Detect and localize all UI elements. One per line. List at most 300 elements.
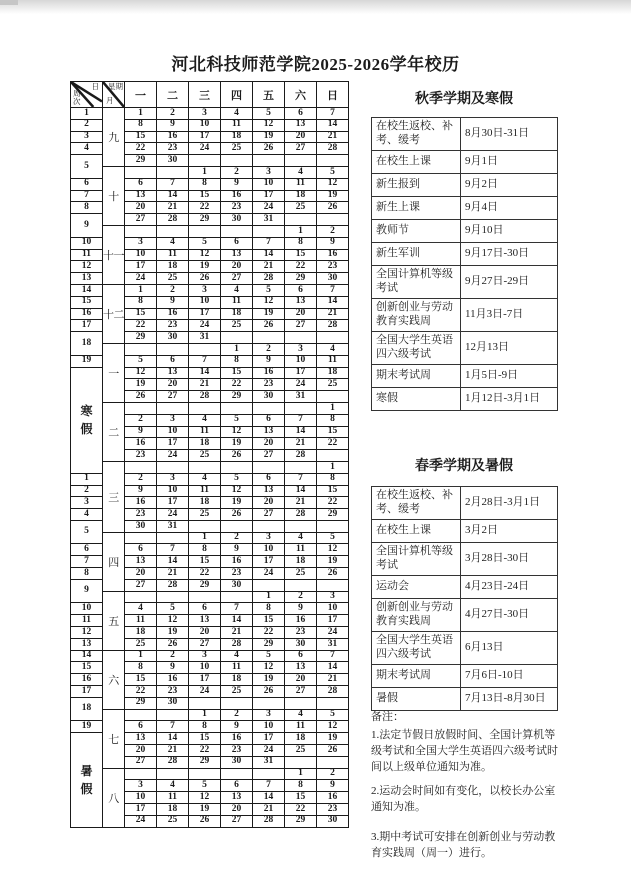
calendar-empty-cell <box>285 332 317 344</box>
calendar-day-cell: 26 <box>253 686 285 698</box>
calendar-day-cell: 1 <box>285 768 317 780</box>
calendar-day-cell: 14 <box>253 792 285 804</box>
calendar-day-cell: 23 <box>253 379 285 391</box>
week-number-cell: 3 <box>71 131 103 143</box>
calendar-day-cell: 19 <box>317 556 349 568</box>
note-item: 3.期中考试可安排在创新创业与劳动教育实践周（周一）进行。 <box>371 830 556 859</box>
calendar-empty-cell <box>221 520 253 532</box>
calendar-day-cell: 26 <box>189 815 221 827</box>
corner-month-label: 月 <box>106 96 114 106</box>
calendar-day-cell: 25 <box>285 745 317 757</box>
event-date: 4月27日-30日 <box>461 598 558 631</box>
calendar-day-cell: 23 <box>317 804 349 816</box>
calendar-empty-cell <box>317 332 349 344</box>
holiday-label-cell: 寒假 <box>71 367 103 473</box>
week-number-cell: 5 <box>71 520 103 544</box>
calendar-day-cell: 12 <box>317 721 349 733</box>
schedule-row <box>372 487 558 520</box>
calendar-day-cell: 3 <box>253 532 285 544</box>
calendar-day-cell: 6 <box>189 603 221 615</box>
calendar-day-cell: 30 <box>317 273 349 285</box>
calendar-day-cell: 29 <box>189 756 221 768</box>
calendar-day-cell: 4 <box>221 650 253 662</box>
calendar-empty-cell <box>285 402 317 414</box>
calendar-day-cell: 2 <box>285 591 317 603</box>
calendar-empty-cell <box>221 225 253 237</box>
calendar-day-cell: 16 <box>317 792 349 804</box>
calendar-empty-cell <box>253 768 285 780</box>
schedule-row <box>372 364 558 387</box>
calendar-day-cell: 7 <box>253 780 285 792</box>
week-number-cell: 8 <box>71 202 103 214</box>
event-label: 期末考试周 <box>372 364 461 387</box>
calendar-day-cell: 8 <box>221 355 253 367</box>
calendar-day-cell: 19 <box>317 190 349 202</box>
event-date: 9月17日-30日 <box>461 242 558 265</box>
week-number-cell: 11 <box>71 249 103 261</box>
calendar-day-cell: 24 <box>253 202 285 214</box>
week-number-cell: 17 <box>71 686 103 698</box>
calendar-day-cell: 6 <box>125 544 157 556</box>
calendar-day-cell: 27 <box>285 686 317 698</box>
calendar-empty-cell <box>317 697 349 709</box>
calendar-empty-cell <box>221 697 253 709</box>
calendar-day-cell: 19 <box>157 627 189 639</box>
calendar-day-cell: 11 <box>221 296 253 308</box>
holiday-label-cell: 暑假 <box>71 733 103 827</box>
calendar-week-row <box>71 532 349 544</box>
calendar-day-cell: 19 <box>221 438 253 450</box>
calendar-week-row <box>71 225 349 237</box>
schedule-row <box>372 387 558 410</box>
calendar-day-cell: 12 <box>221 485 253 497</box>
calendar-day-cell: 14 <box>317 662 349 674</box>
autumn-section-title: 秋季学期及寒假 <box>415 92 513 107</box>
calendar-day-cell: 14 <box>253 249 285 261</box>
calendar-empty-cell <box>317 520 349 532</box>
calendar-day-cell: 30 <box>285 638 317 650</box>
calendar-day-cell: 15 <box>189 733 221 745</box>
calendar-day-cell: 9 <box>125 426 157 438</box>
calendar-day-cell: 7 <box>189 355 221 367</box>
calendar-day-cell: 8 <box>125 296 157 308</box>
event-label: 在校生上课 <box>372 519 461 542</box>
calendar-day-cell: 21 <box>253 261 285 273</box>
calendar-empty-cell <box>317 214 349 226</box>
calendar-empty-cell <box>221 591 253 603</box>
event-label: 寒假 <box>372 387 461 410</box>
calendar-day-cell: 29 <box>221 391 253 403</box>
calendar-day-cell: 16 <box>317 249 349 261</box>
calendar-empty-cell <box>317 579 349 591</box>
calendar-day-cell: 25 <box>221 320 253 332</box>
calendar-day-cell: 10 <box>189 662 221 674</box>
calendar-day-cell: 17 <box>125 261 157 273</box>
corner-weekday-label: 星期 <box>108 82 123 91</box>
calendar-day-cell: 8 <box>317 414 349 426</box>
calendar-day-cell: 25 <box>189 450 221 462</box>
calendar-empty-cell <box>189 155 221 167</box>
calendar-day-cell: 24 <box>189 686 221 698</box>
calendar-day-cell: 6 <box>221 237 253 249</box>
calendar-day-cell: 9 <box>317 780 349 792</box>
week-number-cell: 6 <box>71 178 103 190</box>
calendar-day-cell: 11 <box>317 355 349 367</box>
calendar-day-cell: 4 <box>221 284 253 296</box>
calendar-day-cell: 17 <box>125 804 157 816</box>
month-cell: 五 <box>103 591 125 650</box>
calendar-day-cell: 15 <box>317 426 349 438</box>
calendar-day-cell: 16 <box>157 308 189 320</box>
calendar-empty-cell <box>157 402 189 414</box>
calendar-day-cell: 22 <box>317 497 349 509</box>
calendar-day-cell: 16 <box>221 733 253 745</box>
schedule-row <box>372 265 558 298</box>
schedule-row <box>372 219 558 242</box>
calendar-empty-cell <box>189 225 221 237</box>
calendar-day-cell: 13 <box>285 296 317 308</box>
calendar-table <box>70 81 349 828</box>
calendar-day-cell: 12 <box>221 426 253 438</box>
calendar-day-cell: 30 <box>221 214 253 226</box>
calendar-day-cell: 9 <box>221 544 253 556</box>
event-label: 暑假 <box>372 687 461 710</box>
calendar-week-row <box>71 709 349 721</box>
calendar-day-cell: 20 <box>221 261 253 273</box>
calendar-day-cell: 7 <box>317 284 349 296</box>
calendar-week-row <box>71 343 349 355</box>
calendar-day-cell: 24 <box>157 509 189 521</box>
calendar-empty-cell <box>221 768 253 780</box>
calendar-day-cell: 25 <box>221 686 253 698</box>
calendar-day-cell: 17 <box>157 497 189 509</box>
calendar-day-cell: 19 <box>189 804 221 816</box>
calendar-day-cell: 21 <box>317 308 349 320</box>
calendar-day-cell: 24 <box>253 745 285 757</box>
month-cell: 七 <box>103 709 125 768</box>
schedule-row <box>372 196 558 219</box>
calendar-day-cell: 6 <box>221 780 253 792</box>
calendar-day-cell: 6 <box>157 355 189 367</box>
event-date: 9月4日 <box>461 196 558 219</box>
calendar-day-cell: 26 <box>189 273 221 285</box>
calendar-day-cell: 18 <box>221 308 253 320</box>
calendar-day-cell: 14 <box>189 367 221 379</box>
calendar-day-cell: 3 <box>125 237 157 249</box>
page-top-shadow <box>0 0 631 14</box>
calendar-day-cell: 29 <box>189 214 221 226</box>
calendar-day-cell: 26 <box>253 143 285 155</box>
weekday-header: 日 <box>317 82 349 108</box>
calendar-empty-cell <box>125 402 157 414</box>
corner-date-week-header <box>71 82 103 108</box>
calendar-day-cell: 26 <box>317 745 349 757</box>
calendar-day-cell: 6 <box>253 414 285 426</box>
calendar-day-cell: 13 <box>189 615 221 627</box>
calendar-day-cell: 28 <box>157 756 189 768</box>
calendar-day-cell: 10 <box>317 603 349 615</box>
note-item: 2.运动会时间如有变化，以校长办公室通知为准。 <box>371 784 556 813</box>
calendar-day-cell: 21 <box>157 202 189 214</box>
event-date: 2月28日-3月1日 <box>461 487 558 520</box>
calendar-empty-cell <box>285 461 317 473</box>
calendar-day-cell: 14 <box>157 556 189 568</box>
event-label: 教师节 <box>372 219 461 242</box>
calendar-day-cell: 31 <box>253 756 285 768</box>
calendar-day-cell: 1 <box>189 532 221 544</box>
calendar-day-cell: 7 <box>285 414 317 426</box>
week-number-cell: 14 <box>71 284 103 296</box>
calendar-day-cell: 7 <box>253 237 285 249</box>
calendar-day-cell: 9 <box>285 603 317 615</box>
schedule-row <box>372 542 558 575</box>
calendar-day-cell: 27 <box>253 450 285 462</box>
calendar-day-cell: 9 <box>157 119 189 131</box>
calendar-day-cell: 13 <box>221 792 253 804</box>
calendar-empty-cell <box>157 532 189 544</box>
calendar-day-cell: 29 <box>285 815 317 827</box>
calendar-day-cell: 22 <box>125 320 157 332</box>
calendar-empty-cell <box>157 343 189 355</box>
calendar-day-cell: 20 <box>125 745 157 757</box>
week-number-cell: 11 <box>71 615 103 627</box>
event-label: 期末考试周 <box>372 664 461 687</box>
calendar-day-cell: 5 <box>221 473 253 485</box>
week-number-cell: 2 <box>71 485 103 497</box>
calendar-day-cell: 13 <box>125 733 157 745</box>
calendar-day-cell: 24 <box>317 627 349 639</box>
calendar-day-cell: 6 <box>285 650 317 662</box>
calendar-day-cell: 28 <box>317 143 349 155</box>
calendar-day-cell: 12 <box>317 544 349 556</box>
calendar-day-cell: 25 <box>221 143 253 155</box>
calendar-day-cell: 20 <box>253 497 285 509</box>
calendar-empty-cell <box>317 391 349 403</box>
calendar-empty-cell <box>189 520 221 532</box>
calendar-day-cell: 30 <box>157 332 189 344</box>
calendar-day-cell: 2 <box>221 166 253 178</box>
calendar-day-cell: 12 <box>253 119 285 131</box>
calendar-day-cell: 27 <box>221 273 253 285</box>
week-number-cell: 7 <box>71 556 103 568</box>
calendar-day-cell: 11 <box>285 721 317 733</box>
month-cell: 二 <box>103 402 125 461</box>
calendar-day-cell: 23 <box>317 261 349 273</box>
week-number-cell: 19 <box>71 355 103 367</box>
calendar-empty-cell <box>189 768 221 780</box>
calendar-day-cell: 16 <box>157 131 189 143</box>
calendar-day-cell: 8 <box>189 721 221 733</box>
calendar-day-cell: 12 <box>253 296 285 308</box>
calendar-day-cell: 5 <box>253 284 285 296</box>
calendar-day-cell: 31 <box>285 391 317 403</box>
calendar-day-cell: 26 <box>221 450 253 462</box>
calendar-day-cell: 30 <box>317 815 349 827</box>
calendar-day-cell: 6 <box>253 473 285 485</box>
calendar-day-cell: 23 <box>157 143 189 155</box>
calendar-day-cell: 25 <box>157 273 189 285</box>
event-date: 9月1日 <box>461 150 558 173</box>
calendar-day-cell: 8 <box>285 237 317 249</box>
event-date: 9月2日 <box>461 173 558 196</box>
calendar-day-cell: 11 <box>285 544 317 556</box>
schedule-row <box>372 687 558 710</box>
calendar-day-cell: 3 <box>157 414 189 426</box>
calendar-day-cell: 11 <box>285 178 317 190</box>
calendar-day-cell: 22 <box>125 143 157 155</box>
schedule-row <box>372 331 558 364</box>
calendar-day-cell: 25 <box>157 815 189 827</box>
calendar-day-cell: 7 <box>317 650 349 662</box>
calendar-day-cell: 27 <box>221 815 253 827</box>
calendar-empty-cell <box>125 591 157 603</box>
calendar-day-cell: 20 <box>189 627 221 639</box>
calendar-empty-cell <box>253 461 285 473</box>
calendar-day-cell: 22 <box>317 438 349 450</box>
schedule-row <box>372 150 558 173</box>
week-number-cell: 6 <box>71 544 103 556</box>
calendar-day-cell: 8 <box>253 603 285 615</box>
event-label: 全国计算机等级考试 <box>372 542 461 575</box>
calendar-empty-cell <box>157 768 189 780</box>
schedule-row <box>372 664 558 687</box>
calendar-day-cell: 27 <box>157 391 189 403</box>
calendar-day-cell: 27 <box>125 579 157 591</box>
calendar-day-cell: 18 <box>157 804 189 816</box>
calendar-day-cell: 1 <box>125 650 157 662</box>
calendar-empty-cell <box>221 332 253 344</box>
calendar-day-cell: 7 <box>157 178 189 190</box>
calendar-week-row <box>71 768 349 780</box>
calendar-day-cell: 8 <box>285 780 317 792</box>
calendar-day-cell: 30 <box>157 155 189 167</box>
calendar-day-cell: 11 <box>157 249 189 261</box>
calendar-empty-cell <box>317 450 349 462</box>
calendar-week-row <box>71 402 349 414</box>
calendar-day-cell: 4 <box>157 780 189 792</box>
calendar-day-cell: 8 <box>125 119 157 131</box>
event-date: 11月3日-7日 <box>461 298 558 331</box>
calendar-day-cell: 20 <box>157 379 189 391</box>
calendar-day-cell: 4 <box>317 343 349 355</box>
week-number-cell: 4 <box>71 143 103 155</box>
calendar-day-cell: 3 <box>285 343 317 355</box>
calendar-day-cell: 30 <box>157 697 189 709</box>
schedule-row <box>372 631 558 664</box>
event-date: 8月30日-31日 <box>461 118 558 151</box>
note-item: 1.法定节假日放假时间、全国计算机等级考试和全国大学生英语四六级考试时间以上级单位通知为准。 <box>371 728 558 773</box>
calendar-day-cell: 15 <box>317 485 349 497</box>
calendar-day-cell: 23 <box>221 202 253 214</box>
event-label: 创新创业与劳动教育实践周 <box>372 598 461 631</box>
calendar-day-cell: 27 <box>253 509 285 521</box>
calendar-empty-cell <box>285 756 317 768</box>
calendar-empty-cell <box>125 166 157 178</box>
calendar-day-cell: 23 <box>221 745 253 757</box>
weekday-header: 三 <box>189 82 221 108</box>
calendar-day-cell: 4 <box>157 237 189 249</box>
calendar-day-cell: 2 <box>157 108 189 120</box>
calendar-empty-cell <box>285 697 317 709</box>
week-number-cell: 16 <box>71 308 103 320</box>
calendar-day-cell: 31 <box>189 332 221 344</box>
calendar-day-cell: 3 <box>253 709 285 721</box>
calendar-day-cell: 19 <box>125 379 157 391</box>
event-date: 7月13日-8月30日 <box>461 687 558 710</box>
calendar-day-cell: 1 <box>125 284 157 296</box>
event-label: 在校生返校、补考、缓考 <box>372 487 461 520</box>
calendar-day-cell: 18 <box>189 438 221 450</box>
notes-heading: 备注： <box>371 711 404 723</box>
calendar-day-cell: 31 <box>157 520 189 532</box>
event-label: 全国大学生英语四六级考试 <box>372 331 461 364</box>
week-number-cell: 12 <box>71 627 103 639</box>
calendar-empty-cell <box>157 591 189 603</box>
calendar-day-cell: 6 <box>125 721 157 733</box>
month-cell: 一 <box>103 343 125 402</box>
calendar-day-cell: 13 <box>125 556 157 568</box>
week-number-cell: 12 <box>71 261 103 273</box>
calendar-day-cell: 5 <box>157 603 189 615</box>
spring-schedule-table <box>371 486 558 711</box>
week-number-cell: 2 <box>71 119 103 131</box>
calendar-day-cell: 15 <box>189 556 221 568</box>
calendar-day-cell: 16 <box>157 674 189 686</box>
schedule-row <box>372 118 558 151</box>
month-cell: 十二 <box>103 284 125 343</box>
calendar-empty-cell <box>157 166 189 178</box>
notes-section <box>371 710 563 870</box>
calendar-day-cell: 31 <box>253 214 285 226</box>
calendar-day-cell: 5 <box>189 237 221 249</box>
calendar-day-cell: 10 <box>285 355 317 367</box>
calendar-empty-cell <box>253 520 285 532</box>
event-date: 7月6日-10日 <box>461 664 558 687</box>
calendar-day-cell: 24 <box>253 568 285 580</box>
calendar-empty-cell <box>189 461 221 473</box>
calendar-day-cell: 17 <box>253 556 285 568</box>
calendar-day-cell: 18 <box>285 190 317 202</box>
calendar-day-cell: 28 <box>253 273 285 285</box>
calendar-day-cell: 18 <box>317 367 349 379</box>
calendar-day-cell: 4 <box>189 473 221 485</box>
calendar-day-cell: 17 <box>253 190 285 202</box>
calendar-day-cell: 20 <box>125 202 157 214</box>
calendar-day-cell: 18 <box>157 261 189 273</box>
calendar-empty-cell <box>253 579 285 591</box>
calendar-day-cell: 30 <box>221 579 253 591</box>
calendar-day-cell: 5 <box>317 166 349 178</box>
calendar-day-cell: 28 <box>157 214 189 226</box>
calendar-day-cell: 22 <box>125 686 157 698</box>
calendar-day-cell: 7 <box>157 721 189 733</box>
calendar-day-cell: 16 <box>125 438 157 450</box>
calendar-day-cell: 17 <box>189 674 221 686</box>
calendar-header-row <box>71 82 349 108</box>
event-label: 新生军训 <box>372 242 461 265</box>
calendar-day-cell: 9 <box>157 296 189 308</box>
calendar-day-cell: 15 <box>125 674 157 686</box>
calendar-day-cell: 16 <box>221 190 253 202</box>
calendar-day-cell: 1 <box>253 591 285 603</box>
calendar-day-cell: 5 <box>253 108 285 120</box>
schedule-row <box>372 242 558 265</box>
calendar-day-cell: 25 <box>189 509 221 521</box>
calendar-day-cell: 28 <box>317 320 349 332</box>
calendar-day-cell: 24 <box>157 450 189 462</box>
calendar-empty-cell <box>125 532 157 544</box>
schedule-row <box>372 598 558 631</box>
